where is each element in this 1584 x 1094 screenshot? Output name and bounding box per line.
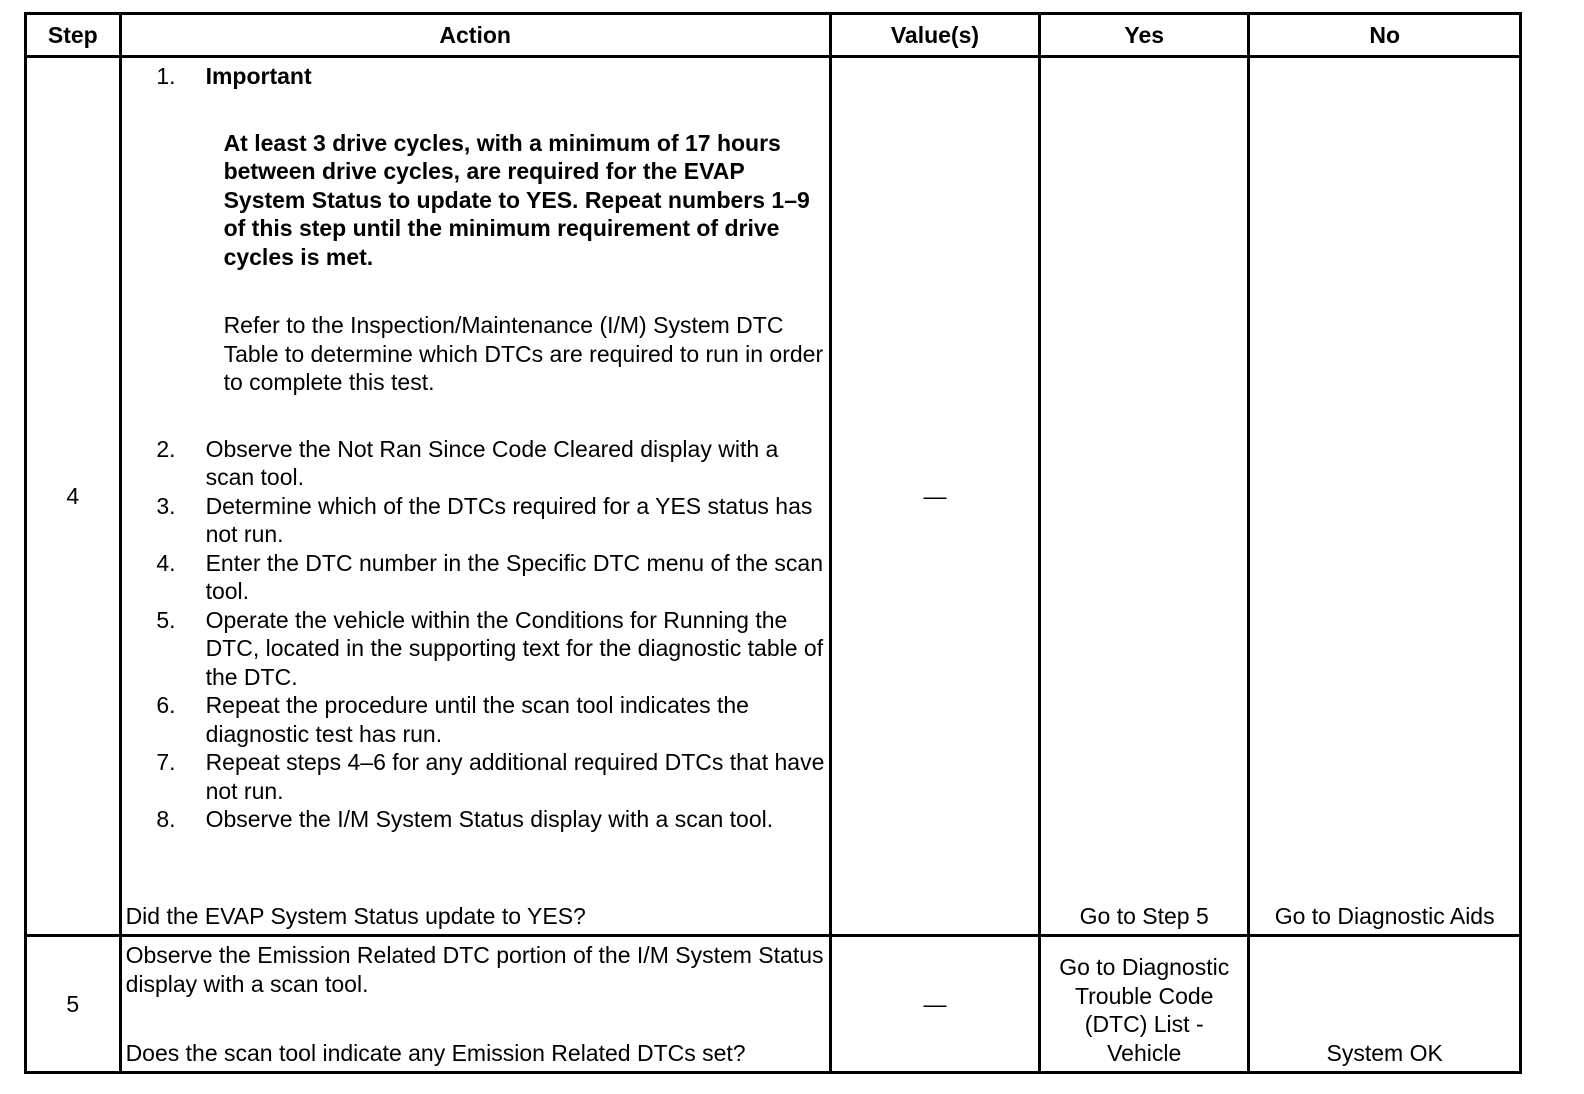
header-step: Step [26, 14, 121, 57]
action-cell [120, 936, 830, 1073]
diagnostic-table [24, 12, 1522, 1074]
item-text: Observe the Not Ran Since Code Cleared display with a scan tool. [205, 435, 779, 490]
step-number: 4 [26, 57, 121, 936]
important-label: Important [205, 63, 312, 89]
item-number: 4. [156, 549, 176, 576]
action-cell [120, 57, 830, 936]
important-note: At least 3 drive cycles, with a minimum of 17 hours between drive cycles, are required for the EVAP System Status to update to YES. Repeat numbers 1–9 of this step until the minimum requirement of drive cycles is met. [223, 129, 810, 270]
yes-cell: Go to Step 5 [1040, 57, 1249, 936]
yes-cell: Go to Diagnostic Trouble Code (DTC) List - Vehicle [1040, 936, 1249, 1073]
item-text: Repeat the procedure until the scan tool indicates the diagnostic test has run. [205, 692, 749, 747]
header-yes: Yes [1040, 14, 1249, 57]
list-item [126, 606, 825, 692]
instruction-text: Observe the Emission Related DTC portion of the I/M System Status display with a scan tool. [125, 942, 824, 997]
header-row [26, 14, 1521, 57]
item-number: 3. [156, 492, 176, 519]
table-row-step-4 [26, 57, 1521, 936]
item-text: Determine which of the DTCs required for a YES status has not run. [205, 492, 813, 547]
item-number: 5. [156, 606, 176, 633]
question-text: Does the scan tool indicate any Emission Related DTCs set? [125, 1039, 746, 1066]
list-item [126, 435, 825, 492]
item-text: Operate the vehicle within the Conditions for Running the DTC, located in the supporting text for the diagnostic table of the DTC. [205, 606, 824, 690]
item-text: Repeat steps 4–6 for any additional required DTCs that have not run. [205, 749, 825, 804]
header-action: Action [120, 14, 830, 57]
list-item [126, 805, 825, 834]
list-item [126, 748, 825, 805]
no-cell: Go to Diagnostic Aids [1249, 57, 1521, 936]
table-row-step-5 [26, 936, 1521, 1073]
list-item [126, 492, 825, 549]
list-item [126, 549, 825, 606]
header-values: Value(s) [830, 14, 1039, 57]
value-cell: — [830, 936, 1039, 1073]
item-number: 6. [156, 692, 176, 718]
item-number: 2. [156, 435, 176, 462]
item-number: 8. [156, 806, 176, 832]
item-text: Observe the I/M System Status display with a scan tool. [205, 806, 774, 832]
no-cell: System OK [1249, 936, 1521, 1073]
header-no: No [1249, 14, 1521, 57]
list-item [126, 62, 825, 91]
step-number: 5 [26, 936, 121, 1073]
list-item [126, 691, 825, 748]
item-number: 1. [156, 63, 176, 89]
question-text: Did the EVAP System Status update to YES? [125, 902, 586, 929]
refer-note: Refer to the Inspection/Maintenance (I/M) System DTC Table to determine which DTCs are required to run in order to complete this test. [223, 312, 824, 395]
item-number: 7. [156, 749, 176, 775]
value-cell: — [830, 57, 1039, 936]
item-text: Enter the DTC number in the Specific DTC menu of the scan tool. [205, 549, 824, 604]
